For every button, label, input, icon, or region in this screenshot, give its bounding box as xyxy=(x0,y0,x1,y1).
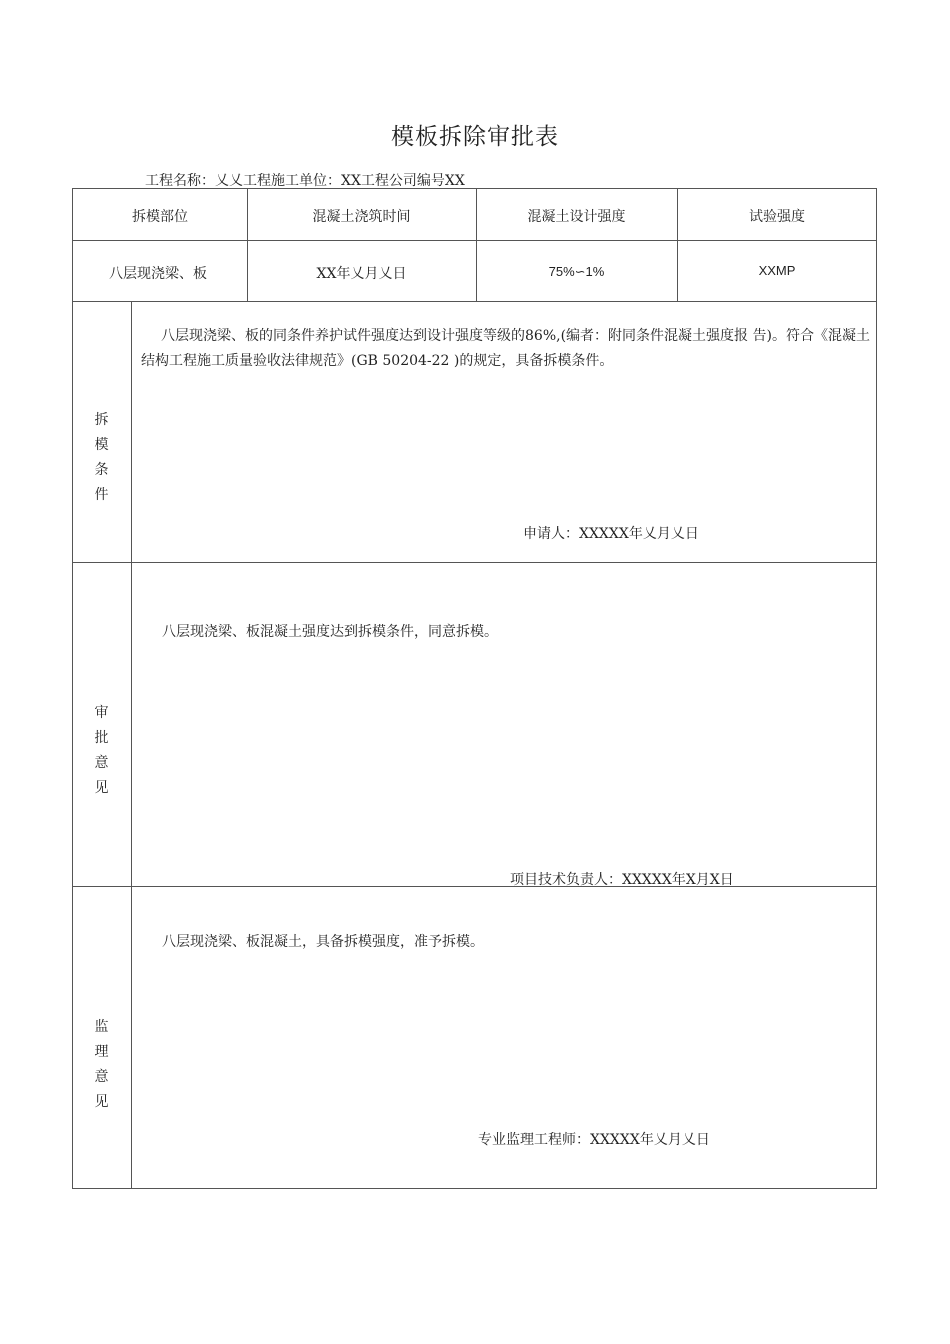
supervision-text: 八层现浇梁、板混凝土，具备拆模强度，准予拆模。 xyxy=(162,934,484,950)
supervision-label-line2: 意 见 xyxy=(94,1069,119,1110)
header-pour-time: 混凝土浇筑时间 xyxy=(312,209,411,225)
conditions-text: 八层现浇梁、板的同条件养护试件强度达到设计强度等级的86%,(编者：附同条件混凝土强度报 告)。符合《混凝土结构工程施工质量验收法律规范》(GB 50204-22 )的规定，具备拆模条件。 xyxy=(141,328,870,369)
approval-label-line2: 意 见 xyxy=(94,755,119,796)
conditions-label xyxy=(73,408,132,508)
row-divider xyxy=(73,240,877,241)
approval-table xyxy=(72,188,877,1189)
conditions-label-line1: 拆 模 xyxy=(94,412,119,453)
value-design-strength: 75%∽1% xyxy=(548,264,605,279)
row-divider xyxy=(73,301,877,302)
header-design-strength: 混凝土设计强度 xyxy=(527,209,626,225)
document-title: 模板拆除审批表 xyxy=(391,124,559,150)
row-divider xyxy=(73,562,877,563)
supervision-label xyxy=(73,1015,132,1115)
value-test-strength: XXMP xyxy=(758,263,796,278)
approval-label-line1: 审 批 xyxy=(94,705,119,746)
conditions-label-line2: 条 件 xyxy=(94,462,119,503)
value-removal-location: 八层现浇梁、板 xyxy=(109,266,207,282)
approval-label xyxy=(73,701,132,801)
project-info-line: 工程名称：乂乂工程施工单位：XX工程公司编号XX xyxy=(145,173,465,189)
value-pour-time: XX年乂月乂日 xyxy=(316,266,407,282)
approval-signature: 项目技术负责人：XXXXX年X月X日 xyxy=(510,872,734,888)
approval-text: 八层现浇梁、板混凝土强度达到拆模条件，同意拆模。 xyxy=(162,624,498,640)
row-divider xyxy=(73,886,877,887)
supervision-label-line1: 监 理 xyxy=(94,1019,119,1060)
header-removal-location: 拆模部位 xyxy=(132,209,188,225)
header-test-strength: 试验强度 xyxy=(749,209,805,225)
supervision-signature: 专业监理工程师：XXXXX年乂月乂日 xyxy=(478,1132,710,1148)
conditions-signature: 申请人：XXXXX年乂月乂日 xyxy=(523,526,699,542)
